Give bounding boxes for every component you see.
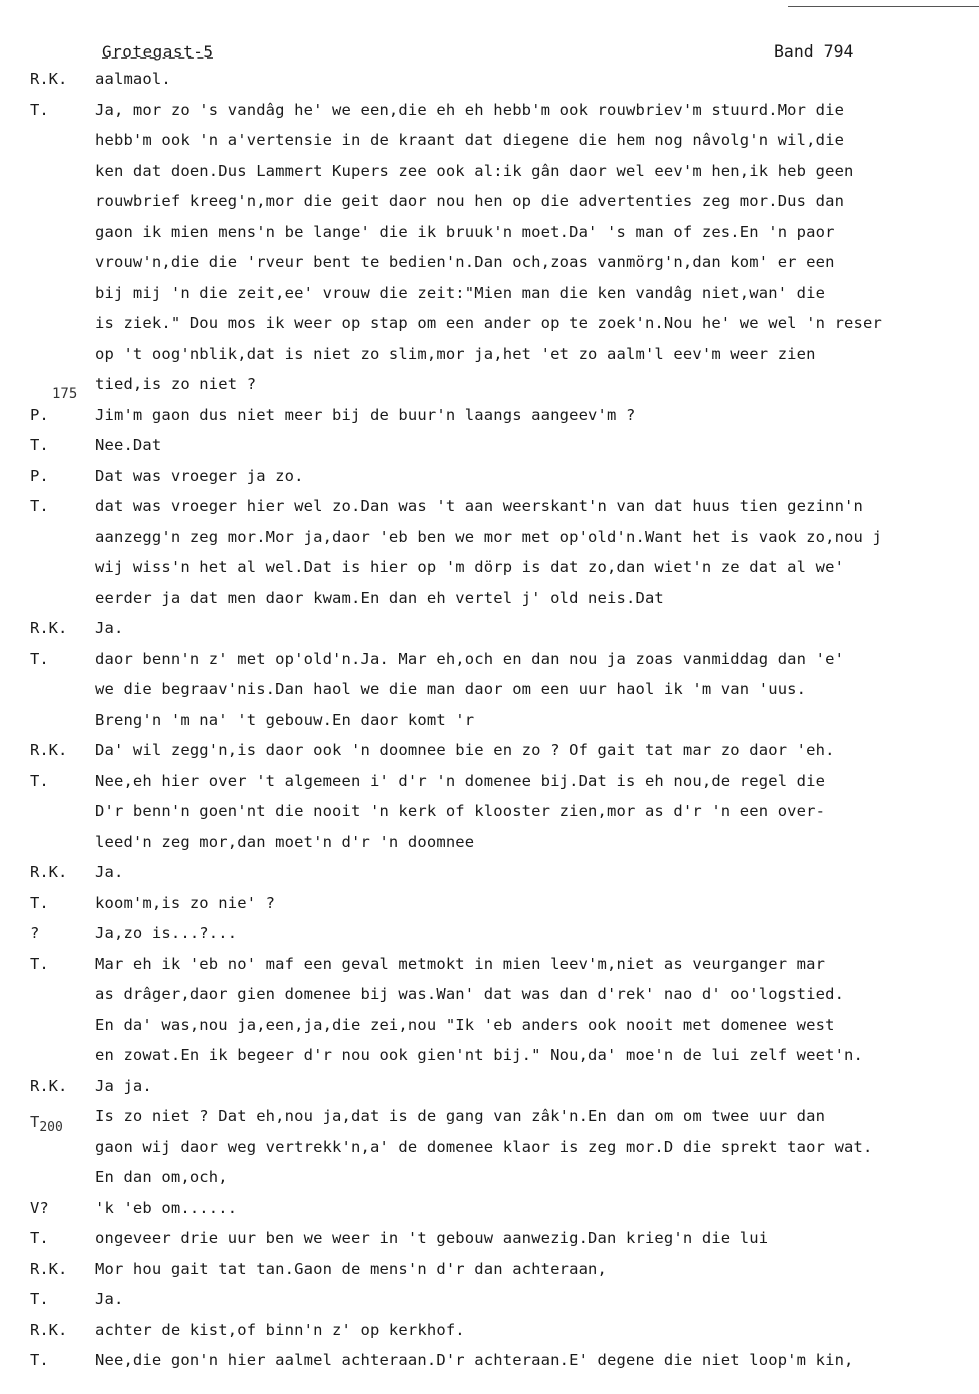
transcript-line <box>0 1071 979 1102</box>
line-text: En dan om,och, <box>95 1168 228 1186</box>
transcript-line <box>0 1040 979 1071</box>
transcript-line <box>0 918 979 949</box>
band-label: Band 794 <box>774 42 854 61</box>
line-text: leed'n zeg mor,dan moet'n d'r 'n doomnee <box>95 832 475 851</box>
line-text: gaon wij daor weg vertrekk'n,a' de domenee klaor is zeg mor.D die sprekt taor wat. <box>95 1137 873 1156</box>
line-text: as drâger,daor gien domenee bij was.Wan' dat was dan d'rek' nao d' oo'logstied. <box>95 985 845 1003</box>
line-text: 'k 'eb om...... <box>95 1198 238 1217</box>
transcript-line <box>0 217 979 248</box>
line-text: wij wiss'n het al wel.Dat is hier op 'm dörp is dat zo,dan wiet'n ze dat al we' <box>95 558 845 576</box>
line-text: Jim'm gaon dus niet meer bij de buur'n laangs aangeev'm ? <box>95 405 636 424</box>
transcript-line <box>0 1345 979 1376</box>
transcript-line <box>0 369 979 400</box>
speaker-label: T. <box>30 1351 49 1369</box>
speaker-label: P. <box>30 405 49 424</box>
line-text: Ja ja. <box>95 1076 152 1095</box>
transcript-line <box>0 186 979 217</box>
line-text: aalmaol. <box>95 70 171 88</box>
transcript-line <box>0 64 979 95</box>
transcript-line <box>0 644 979 675</box>
transcript-line <box>0 613 979 644</box>
line-text: Dat was vroeger ja zo. <box>95 466 304 485</box>
line-text: Breng'n 'm na' 't gebouw.En daor komt 'r <box>95 710 475 729</box>
transcript-line <box>0 156 979 187</box>
line-text: tied,is zo niet ? <box>95 375 257 393</box>
transcript-line <box>0 1010 979 1041</box>
line-text: Da' wil zegg'n,is daor ook 'n doomnee bie en zo ? Of gait tat mar zo daor 'eh. <box>95 741 835 759</box>
transcript-line <box>0 1254 979 1285</box>
line-counter-175: 175 <box>52 386 78 402</box>
transcript-line <box>0 1101 979 1132</box>
speaker-label: ? <box>30 924 40 942</box>
line-text: Ja, mor zo 's vandâg he' we een,die eh eh hebb'm ook rouwbriev'm stuurd.Mor die <box>95 100 845 119</box>
line-text: Ja,zo is...?... <box>95 924 238 942</box>
speaker-label: T. <box>30 436 49 454</box>
speaker-label: P. <box>30 466 49 485</box>
transcript-line <box>0 522 979 553</box>
speaker-label: T. <box>30 893 49 912</box>
speaker-label: R.K. <box>30 741 68 759</box>
speaker-label: R.K. <box>30 1320 68 1339</box>
speaker-label: T. <box>30 1290 49 1308</box>
line-text: koom'm,is zo nie' ? <box>95 893 276 912</box>
line-text: bij mij 'n die zeit,ee' vrouw die zeit:"Mien man die ken vandâg niet,wan' die <box>95 283 826 302</box>
transcript-line <box>0 674 979 705</box>
line-text: Ja. <box>95 619 124 637</box>
transcript-line <box>0 888 979 919</box>
line-text: is ziek." Dou mos ik weer op stap om een ander op te zoek'n.Nou he' we wel 'n reser <box>95 314 882 332</box>
transcript-line <box>0 827 979 858</box>
speaker-label: R.K. <box>30 70 68 88</box>
transcript-line <box>0 461 979 492</box>
transcript-line <box>0 1132 979 1163</box>
transcript-line <box>0 308 979 339</box>
transcript-line <box>0 949 979 980</box>
top-edge-rule <box>788 6 979 7</box>
transcript-line <box>0 979 979 1010</box>
line-text: Mar eh ik 'eb no' maf een geval metmokt in mien leev'm,niet as veurganger mar <box>95 954 826 973</box>
speaker-label: T. <box>30 497 49 515</box>
line-text: gaon ik mien mens'n be lange' die ik bruuk'n moet.Da' 's man of zes.En 'n paor <box>95 222 835 241</box>
line-text: Is zo niet ? Dat eh,nou ja,dat is de gang van zâk'n.En dan om om twee uur dan <box>95 1107 826 1125</box>
transcript-line <box>0 247 979 278</box>
line-text: op 't oog'nblik,dat is niet zo slim,mor ja,het 'et zo aalm'l eev'm weer zien <box>95 344 816 363</box>
line-text: En da' was,nou ja,een,ja,die zei,nou "Ik 'eb anders ook nooit met domenee west <box>95 1015 835 1034</box>
line-text: dat was vroeger hier wel zo.Dan was 't aan weerskant'n van dat huus tien gezinn'n <box>95 497 864 515</box>
speaker-label-t-200: $T_{200}$ <box>30 1113 63 1136</box>
transcript-line <box>0 125 979 156</box>
document-title: Grotegast-5 <box>102 42 214 61</box>
line-text: ongeveer drie uur ben we weer in 't gebouw aanwezig.Dan krieg'n die lui <box>95 1229 769 1247</box>
transcript-body <box>0 64 979 1376</box>
speaker-label: T. <box>30 771 49 790</box>
transcript-line <box>0 491 979 522</box>
speaker-label: R.K. <box>30 863 68 881</box>
transcript-line <box>0 735 979 766</box>
transcript-line <box>0 1162 979 1193</box>
transcript-line <box>0 339 979 370</box>
line-text: D'r benn'n goen'nt die nooit 'n kerk of klooster zien,mor as d'r 'n een over- <box>95 802 826 820</box>
line-text: en zowat.En ik begeer d'r nou ook gien'nt bij." Nou,da' moe'n de lui zelf weet'n. <box>95 1046 864 1064</box>
transcript-line <box>0 552 979 583</box>
line-text: vrouw'n,die die 'rveur bent te bedien'n.Dan och,zoas vanmörg'n,dan kom' er een <box>95 253 835 271</box>
line-text: eerder ja dat men daor kwam.En dan eh vertel j' old neis.Dat <box>95 588 664 607</box>
transcript-line <box>0 400 979 431</box>
transcript-line <box>0 766 979 797</box>
line-text: rouwbrief kreeg'n,mor die geit daor nou hen op die advertenties zeg mor.Dus dan <box>95 192 845 210</box>
transcript-line <box>0 796 979 827</box>
line-counter-200: 200 <box>39 1120 63 1136</box>
transcript-line <box>0 95 979 126</box>
transcript-line <box>0 1315 979 1346</box>
line-text: hebb'm ook 'n a'vertensie in de kraant dat diegene die hem nog nâvolg'n wil,die <box>95 131 845 149</box>
transcript-line <box>0 1284 979 1315</box>
transcript-line <box>0 583 979 614</box>
line-text: Nee,eh hier over 't algemeen i' d'r 'n domenee bij.Dat is eh nou,de regel die <box>95 771 826 790</box>
speaker-label: T. <box>30 954 49 973</box>
line-text: ken dat doen.Dus Lammert Kupers zee ook al:ik gân daor wel eev'm hen,ik heb geen <box>95 161 854 180</box>
line-text: aanzegg'n zeg mor.Mor ja,daor 'eb ben we mor met op'old'n.Want het is vaok zo,nou j <box>95 527 882 546</box>
transcript-line <box>0 278 979 309</box>
line-text: Ja. <box>95 863 124 881</box>
transcript-line <box>0 857 979 888</box>
transcript-line <box>0 1223 979 1254</box>
transcript-line <box>0 1193 979 1224</box>
line-text: we die begraav'nis.Dan haol we die man daor om een uur haol ik 'm van 'uus. <box>95 680 807 698</box>
speaker-label: R.K. <box>30 1259 68 1278</box>
line-text: Nee,die gon'n hier aalmel achteraan.D'r achteraan.E' degene die niet loop'm kin, <box>95 1351 854 1369</box>
line-text: Mor hou gait tat tan.Gaon de mens'n d'r dan achteraan, <box>95 1259 608 1278</box>
transcript-line <box>0 430 979 461</box>
speaker-label: T. <box>30 649 49 668</box>
speaker-label: V? <box>30 1198 49 1217</box>
line-text: Nee.Dat <box>95 436 162 454</box>
speaker-label: T. <box>30 1229 49 1247</box>
line-text: achter de kist,of binn'n z' op kerkhof. <box>95 1320 465 1339</box>
speaker-label: T. <box>30 100 49 119</box>
transcript-line <box>0 705 979 736</box>
speaker-label: R.K. <box>30 1076 68 1095</box>
line-text: Ja. <box>95 1290 124 1308</box>
speaker-label: R.K. <box>30 619 68 637</box>
line-text: daor benn'n z' met op'old'n.Ja. Mar eh,och en dan nou ja zoas vanmiddag dan 'e' <box>95 649 845 668</box>
